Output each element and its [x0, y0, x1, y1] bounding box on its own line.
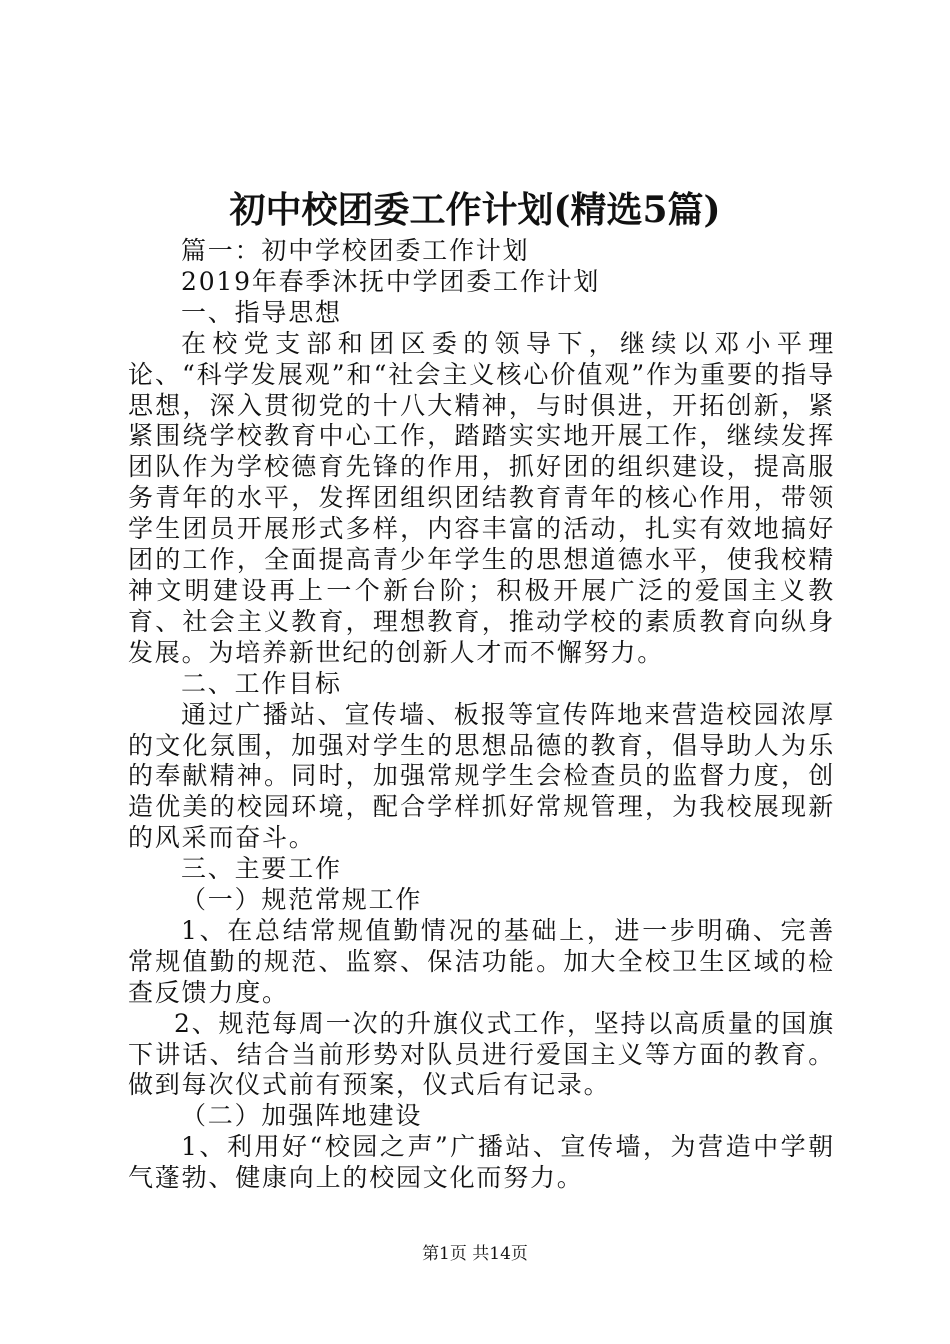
document-body	[128, 236, 835, 1194]
subsection-heading: （二）加强阵地建设	[181, 1101, 423, 1131]
body-paragraph: 1、在总结常规值勤情况的基础上，进一步明确、完善常规值勤的规范、监察、保洁功能。加大全校卫生区域的检查反馈力度。	[128, 915, 835, 1007]
body-paragraph: 1、利用好“校园之声”广播站、宣传墙，为营造中学朝气蓬勃、健康向上的校园文化而努力。	[128, 1132, 835, 1193]
body-paragraph: 2、规范每周一次的升旗仪式工作，坚持以高质量的国旗下讲话、结合当前形势对队员进行爱国主义等方面的教育。做到每次仪式前有预案，仪式后有记录。	[128, 1008, 835, 1100]
section-heading: 二、工作目标	[181, 668, 342, 698]
body-paragraph: 在校党支部和团区委的领导下，继续以邓小平理论、“科学发展观”和“社会主义核心价值观”作为重要的指导思想，深入贯彻党的十八大精神，与时俱进，开拓创新，紧紧围绕学校教育中心工作，踏踏实实地开展工作，继续发挥团队作为学校德育先锋的作用，抓好团的组织建设，提高服务青年的水平，发挥团组织团结教育青年的核心作用，带领学生团员开展形式多样，内容丰富的活动，扎实有效地搞好团的工作，全面提高青少年学生的思想道德水平，使我校精神文明建设再上一个新台阶；积极开展广泛的爱国主义教育、社会主义教育，理想教育，推动学校的素质教育向纵身发展。为培养新世纪的创新人才而不懈努力。	[128, 328, 835, 667]
page-footer: 第1页 共14页	[422, 1244, 528, 1264]
section-heading: 一、指导思想	[181, 297, 342, 327]
document-title: 初中校团委工作计划(精选5篇)	[229, 189, 721, 231]
subsection-heading: （一）规范常规工作	[181, 885, 423, 915]
section-heading: 三、主要工作	[181, 854, 342, 884]
body-paragraph: 通过广播站、宣传墙、板报等宣传阵地来营造校园浓厚的文化氛围，加强对学生的思想品德的教育，倡导助人为乐的奉献精神。同时，加强常规学生会检查员的监督力度，创造优美的校园环境，配合学样抓好常规管理，为我校展现新的风采而奋斗。	[128, 699, 835, 853]
plan-title: 2019年春季沐抚中学团委工作计划	[181, 266, 601, 296]
chapter-heading: 篇一：初中学校团委工作计划	[181, 236, 530, 265]
